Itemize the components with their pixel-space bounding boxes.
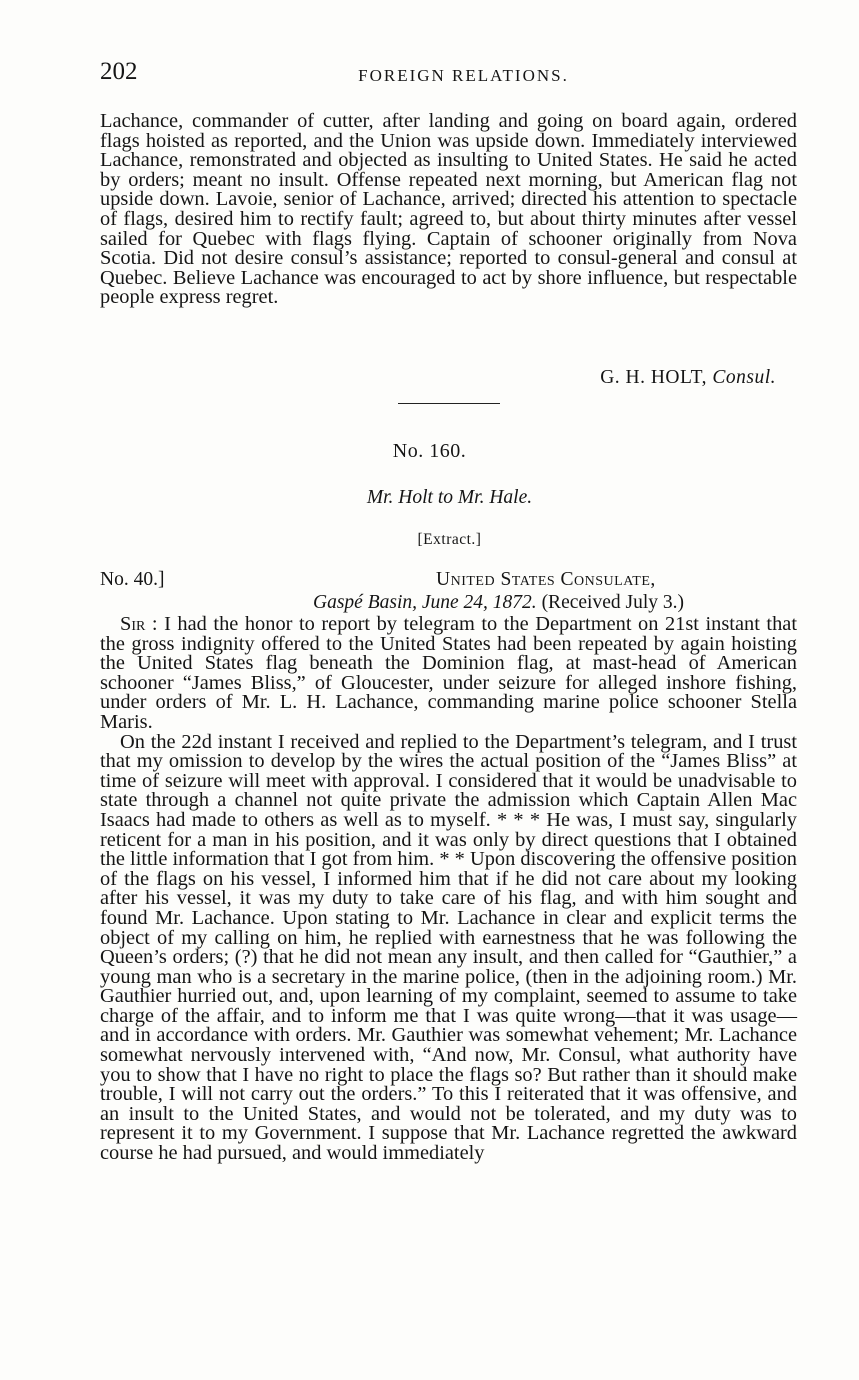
document-number: No. 160. <box>392 440 467 462</box>
letter-body <box>100 615 797 1164</box>
place-date: Gaspé Basin, June 24, 1872. <box>313 592 537 613</box>
document-title: Mr. Holt to Mr. Hale. <box>366 487 533 508</box>
signature <box>100 367 776 389</box>
signature-name: G. H. HOLT, <box>600 367 707 388</box>
dispatch-origin: United States Consulate, <box>436 569 656 590</box>
dateline <box>313 592 684 614</box>
salutation: Sir : <box>120 613 158 635</box>
section-divider <box>398 403 500 404</box>
letter-paragraph-1-text: I had the honor to report by telegram to the Department on 21st instant that the gross indignity offered to the United States had been repeated by again hoisting the United States flag beneath the Dominion flag, at mast-head of American schooner “James Bliss,” of Gloucester, under seizure for alleged inshore fishing, under orders of Mr. L. H. Lachance, commanding marine police schooner Stella Maris. <box>100 613 797 733</box>
extract-note: [Extract.] <box>417 531 482 548</box>
running-head: FOREIGN RELATIONS. <box>358 66 569 85</box>
letter-paragraph-2: On the 22d instant I received and replied to the Department’s telegram, and I trust that my omission to develop by the wires the actual position of the “James Bliss” at time of seizure will meet with approval. I considered that it would be unadvisable to state through a channel not quite private the admission which Captain Allen Mac Isaacs had made to others as well as to myself. * * * He was, I must say, singularly reticent for a man in his position, and it was only by direct questions that I obtained the little information that I got from him. * * Upon discovering the offensive position of the flags on his vessel, I informed him that if he did not care about my looking after his vessel, it was my duty to take care of his flag, and with him sought and found Mr. Lachance. Upon stating to Mr. Lachance in clear and explicit terms the object of my calling on him, he replied with earnestness that he was following the Queen’s orders; (?) that he did not mean any insult, and then called for “Gauthier,” a young man who is a secretary in the marine police, (then in the adjoining room.) Mr. Gauthier hurried out, and, upon learning of my complaint, seemed to assume to take charge of the affair, and to inform me that I was quite wrong—that it was usage—and in accordance with orders. Mr. Gauthier was somewhat vehement; Mr. Lachance somewhat nervously intervened with, “And now, Mr. Consul, what authority have you to show that I have no right to place the flags so? But rather than it should make trouble, I will not carry out the orders.” To this I reiterated that it was offensive, and an insult to the United States, and would not be tolerated, and my duty was to represent it to my Government. I suppose that Mr. Lachance regretted the awkward course he had pursued, and would immediately <box>100 730 797 1165</box>
dispatch-number: No. 40.] <box>100 569 165 590</box>
received-date: (Received July 3.) <box>541 592 684 613</box>
signature-title: Consul. <box>712 367 776 388</box>
letter-paragraph-1 <box>100 615 797 733</box>
page-number: 202 <box>100 58 138 85</box>
telegram-paragraph: Lachance, commander of cutter, after landing and going on board again, ordered flags hoisted as reported, and the Union was upside down. Immediately interviewed Lachance, remonstrated and objected as insulting to United States. He said he acted by orders; meant no insult. Offense repeated next morning, but American flag not upside down. Lavoie, senior of Lachance, arrived; directed his attention to spectacle of flags, desired him to rectify fault; agreed to, but about thirty minutes after vessel sailed for Quebec with flags flying. Captain of schooner originally from Nova Scotia. Did not desire consul’s assistance; reported to consul-general and consul at Quebec. Believe Lachance was encouraged to act by shore influence, but respectable people express regret. <box>100 110 797 309</box>
page-header <box>100 58 797 90</box>
telegram-text-block <box>100 112 797 308</box>
